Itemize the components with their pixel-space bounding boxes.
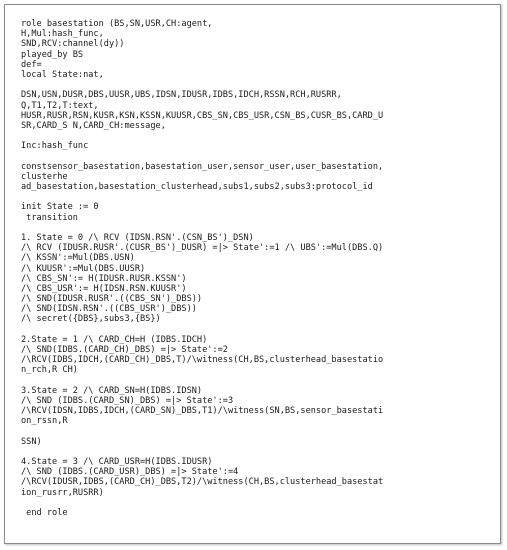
code-line (21, 151, 494, 161)
code-figure-frame (4, 4, 501, 544)
code-line: ad_basestation,basestation_clusterhead,subs1,subs2,subs3:protocol_id (21, 182, 373, 192)
code-line: ion_rusrr,RUSRR) (21, 487, 104, 498)
code-line: 2.State = 1 /\ CARD_CH=H (IDBS.IDCH) (21, 334, 208, 345)
code-line (21, 80, 494, 90)
code-line: clusterhe (21, 171, 68, 182)
code-line: on_rssn,R (21, 416, 68, 427)
code-line: 3.State = 2 /\ CARD_SN=H(IDBS.IDSN) (21, 385, 203, 396)
code-line: /\RCV(IDUSR,IDBS,(CARD_CH)_DBS,T2)/\witness(CH,BS,clusterhead_basestat (21, 477, 384, 488)
code-line: /\ KSSN':=Mul(DBS.USN) (21, 253, 135, 264)
code-line (21, 192, 494, 202)
code-line: /\ SND(IDUSR.RUSR'.((CBS_SN')_DBS)) (21, 294, 203, 305)
code-line: /\ CBS_USR':= H(IDSN.RSN.KUUSR') (21, 283, 187, 294)
code-line: constsensor_basestation,basestation_user,sensor_user,user_basestation, (21, 161, 384, 172)
code-line: /\RCV(IDSN,IDBS,IDCH,(CARD_SN)_DBS,T1)/\witness(SN,BS,sensor_basestati (21, 406, 384, 417)
code-line (21, 427, 494, 437)
code-line: init State := 0 (21, 202, 99, 213)
code-line: Inc:hash_func (21, 141, 89, 152)
code-line: def= (21, 59, 42, 70)
hlpsl-code-block (21, 19, 494, 518)
code-line (21, 223, 494, 233)
code-line: /\ SND (IDBS.(CARD_USR)_DBS) =|> State':=4 (21, 467, 239, 478)
code-line: SND,RCV:channel(dy)) (21, 39, 125, 50)
code-line (21, 376, 494, 386)
code-line: /\ KUUSR':=Mul(DBS.UUSR) (21, 263, 146, 274)
code-line: /\RCV(IDBS,IDCH,(CARD_CH)_DBS,T)/\witness(CH,BS,clusterhead_basestatio (21, 355, 384, 366)
code-line (21, 447, 494, 457)
code-line: /\ SND(IDBS.(CARD_CH)_DBS) =|> State':=2 (21, 345, 228, 355)
code-line: end role (21, 508, 68, 518)
code-line: H,Mul:hash_func, (21, 29, 104, 40)
code-line (21, 131, 494, 141)
code-line: /\ SND (IDBS.(CARD_SN)_DBS) =|> State':=3 (21, 395, 234, 406)
code-line: HUSR,RUSR,RSN,KUSR,KSN,KSSN,KUUSR,CBS_SN,CBS_USR,CSN_BS,CUSR_BS,CARD_U (21, 110, 384, 121)
code-line: /\ SND(IDSN.RSN'.((CBS_USR')_DBS)) (21, 304, 197, 315)
code-line: /\ RCV (IDUSR.RUSR'.(CUSR_BS')_DUSR) =|> State':=1 /\ UBS':=Mul(DBS.Q) (21, 243, 384, 254)
code-line (21, 325, 494, 335)
code-line: local State:nat, (21, 69, 104, 80)
code-line: 4.State = 3 /\ CARD_USR=H(IDBS.IDUSR) (21, 457, 213, 468)
code-line: transition (21, 212, 78, 223)
code-line: SSN) (21, 436, 42, 447)
code-line: /\ secret({DBS},subs3,{BS}) (21, 314, 161, 325)
code-line: 1. State = 0 /\ RCV (IDSN.RSN'.(CSN_BS')_DSN) (21, 232, 254, 243)
code-line: DSN,USN,DUSR,DBS,UUSR,UBS,IDSN,IDUSR,IDBS,IDCH,RSSN,RCH,RUSRR, (21, 90, 342, 101)
code-line: played_by BS (21, 49, 84, 60)
code-line (21, 498, 494, 508)
code-line: role basestation (BS,SN,USR,CH:agent, (21, 19, 213, 29)
code-line: Q,T1,T2,T:text, (21, 100, 99, 111)
code-line: /\ CBS_SN':= H(IDUSR.RUSR.KSSN') (21, 273, 187, 284)
code-line: n_rch,R CH) (21, 365, 78, 376)
code-line: SR,CARD_S N,CARD_CH:message, (21, 120, 166, 131)
